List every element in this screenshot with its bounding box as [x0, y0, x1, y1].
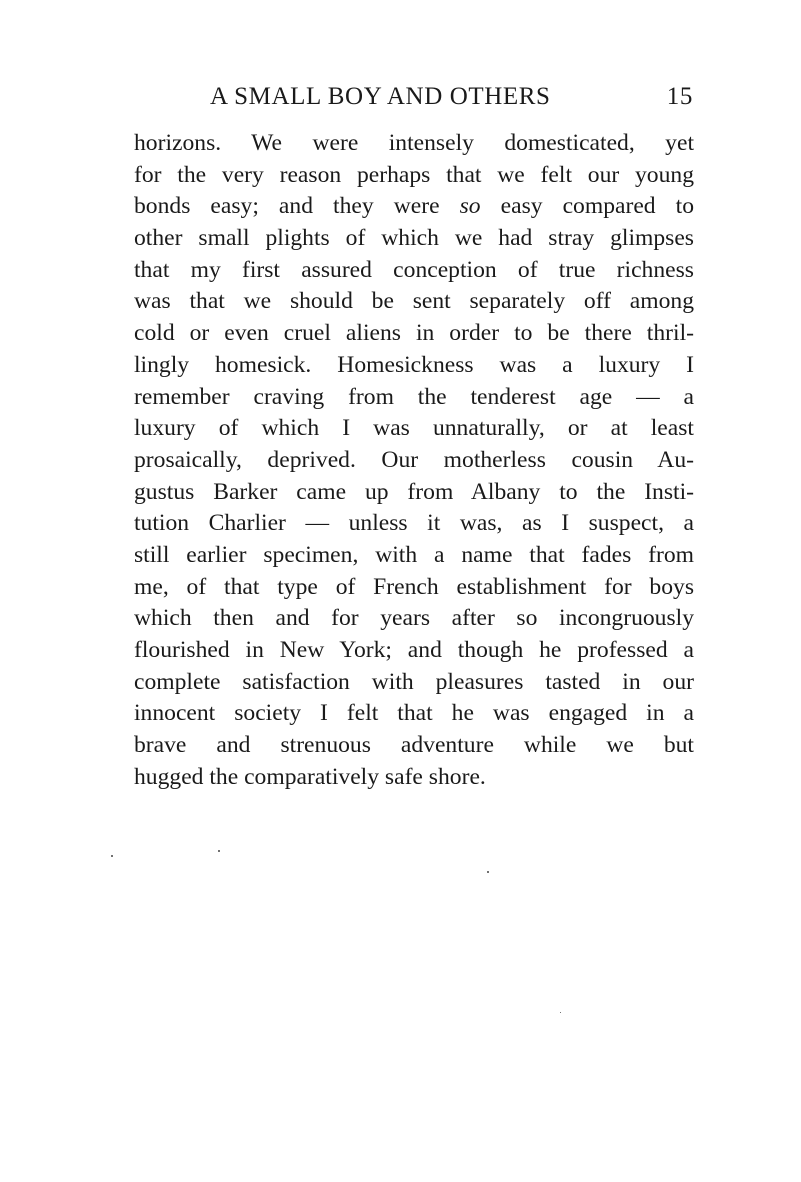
running-title: A SMALL BOY AND OTHERS	[210, 83, 551, 110]
text-line: hugged the comparatively safe shore.	[134, 763, 486, 790]
text-line: that my first assured conception of true richness	[134, 256, 694, 283]
text-line: remember craving from the tenderest age — a	[134, 383, 694, 410]
text-line: still earlier specimen, with a name that fades from	[134, 541, 694, 568]
text-line: luxury of which I was unnaturally, or at least	[134, 415, 694, 442]
text-line: horizons. We were intensely domesticated, yet	[134, 130, 694, 156]
text-line: innocent society I felt that he was engaged in a	[134, 700, 694, 727]
text-segment: bonds easy; and they were	[134, 193, 440, 220]
scan-speck	[487, 871, 489, 873]
text-line: complete satisfaction with pleasures tasted in our	[134, 668, 694, 695]
text-line: other small plights of which we had stray glimpses	[134, 225, 694, 252]
italic-word: so	[459, 193, 481, 220]
scan-speck	[218, 850, 220, 852]
scan-speck	[560, 1012, 561, 1013]
text-line: gustus Barker came up from Albany to the Insti-	[134, 478, 694, 505]
scan-speck	[111, 855, 113, 857]
text-line: prosaically, deprived. Our motherless cousin Au-	[134, 446, 694, 473]
running-head	[210, 80, 695, 114]
page-number: 15	[666, 83, 693, 110]
body-text	[134, 128, 694, 793]
text-line	[134, 191, 694, 223]
text-line: brave and strenuous adventure while we but	[134, 732, 694, 759]
text-line: cold or even cruel aliens in order to be there thril-	[134, 320, 694, 347]
text-line: flourished in New York; and though he professed a	[134, 637, 694, 663]
text-line: me, of that type of French establishment for boys	[134, 573, 694, 600]
text-line: tution Charlier — unless it was, as I suspect, a	[134, 510, 694, 537]
text-line: for the very reason perhaps that we felt our young	[134, 161, 694, 188]
text-line: which then and for years after so incongruously	[134, 605, 694, 632]
text-line: was that we should be sent separately off among	[134, 288, 694, 315]
text-segment: easy compared to	[500, 193, 694, 220]
text-line: lingly homesick. Homesickness was a luxury I	[134, 351, 694, 378]
